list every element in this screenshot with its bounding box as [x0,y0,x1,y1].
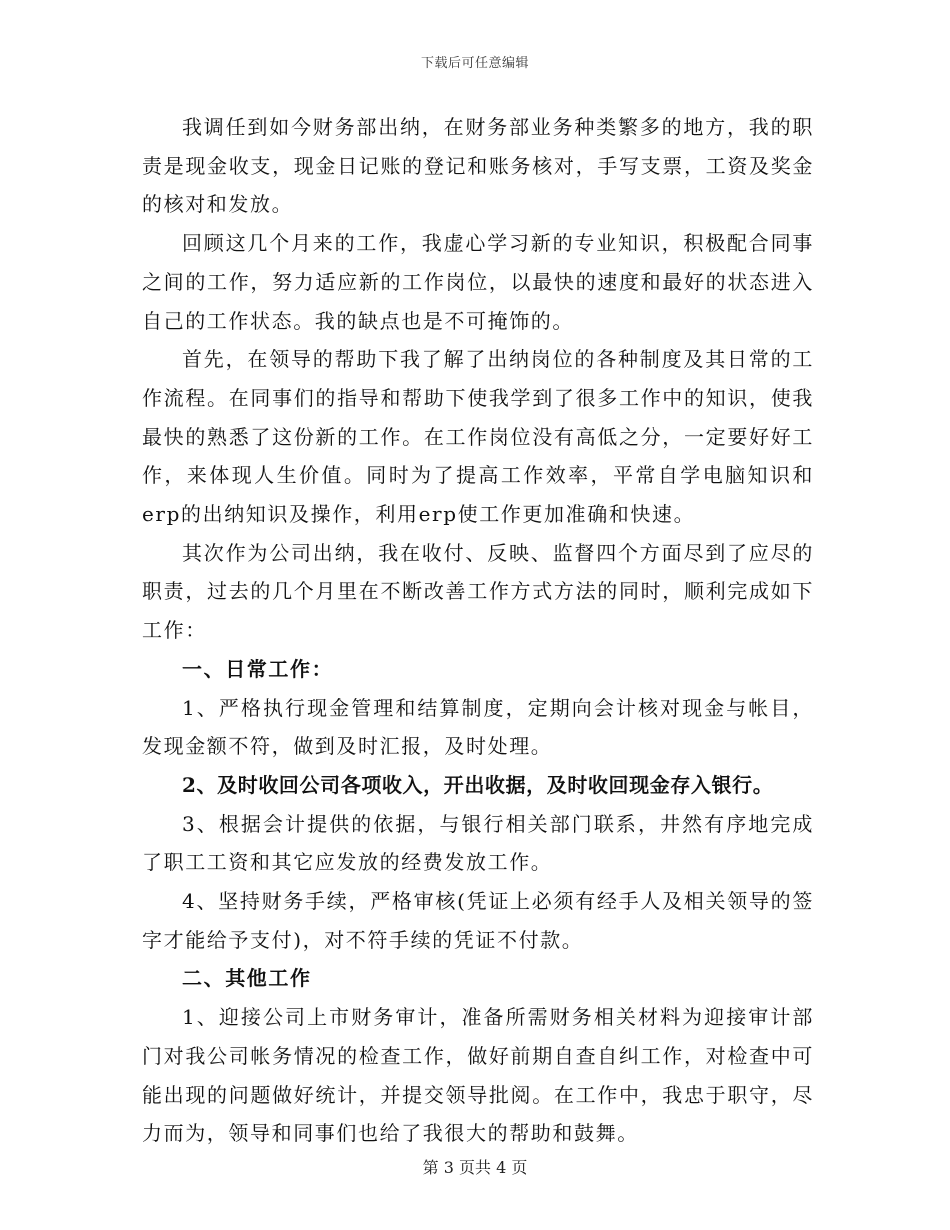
list-item-daily-4: 4、坚持财务手续，严格审核(凭证上必须有经手人及相关领导的签字才能给予支付)，对不符手续的凭证不付款。 [142,889,814,952]
list-item-daily-3: 3、根据会计提供的依据，与银行相关部门联系，井然有序地完成了职工工资和其它应发放的经费发放工作。 [142,811,814,875]
section-heading-other-work: 二、其他工作 [182,966,312,991]
list-item-daily-1: 1、严格执行现金管理和结算制度，定期向会计核对现金与帐目，发现金额不符，做到及时汇报，及时处理。 [142,695,814,759]
paragraph-review: 回顾这几个月来的工作，我虚心学习新的专业知识，积极配合同事之间的工作，努力适应新的工作岗位，以最快的速度和最好的状态进入自己的工作状态。我的缺点也是不可掩饰的。 [142,231,814,333]
paragraph-intro: 我调任到如今财务部出纳，在财务部业务种类繁多的地方，我的职责是现金收支，现金日记账的登记和账务核对，手写支票，工资及奖金的核对和发放。 [142,115,814,217]
paragraph-second: 其次作为公司出纳，我在收付、反映、监督四个方面尽到了应尽的职责，过去的几个月里在不断改善工作方式方法的同时，顺利完成如下工作： [142,540,814,643]
list-item-daily-2: 2、及时收回公司各项收入，开出收据，及时收回现金存入银行。 [182,772,774,797]
paragraph-first: 首先，在领导的帮助下我了解了出纳岗位的各种制度及其日常的工作流程。在同事们的指导和帮助下使我学到了很多工作中的知识，使我最快的熟悉了这份新的工作。在工作岗位没有高低之分，一定要好好工作，来体现人生价值。同时为了提高工作效率，平常自学电脑知识和erp的出纳知识及操作，利用erp使工作更加准确和快速。 [142,347,814,527]
section-heading-daily-work: 一、日常工作： [182,656,334,681]
document-body [142,108,814,1153]
page-header: 下载后可任意编辑 [420,56,529,71]
page-footer: 第 3 页共 4 页 [422,1158,528,1177]
list-item-other-1: 1、迎接公司上市财务审计，准备所需财务相关材料为迎接审计部门对我公司帐务情况的检查工作，做好前期自查自纠工作，对检查中可能出现的问题做好统计，并提交领导批阅。在工作中，我忠于职守，尽力而为，领导和同事们也给了我很大的帮助和鼓舞。 [142,1005,814,1146]
